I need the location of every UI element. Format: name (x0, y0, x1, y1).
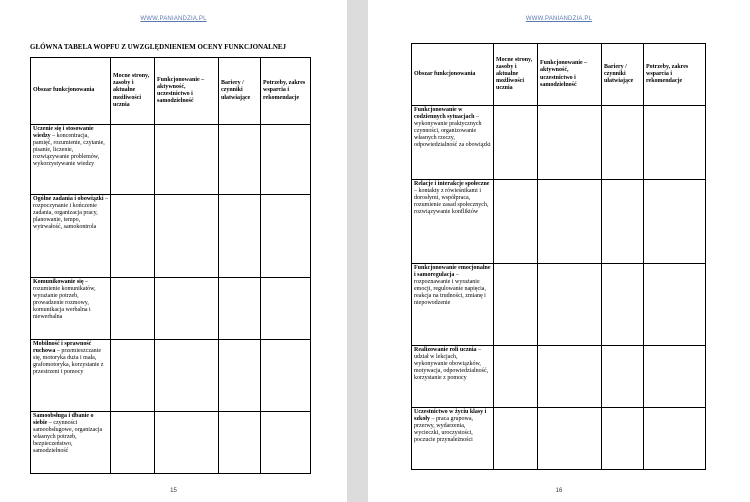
empty-cell[interactable] (155, 278, 219, 340)
empty-cell[interactable] (155, 195, 219, 278)
table-row (412, 346, 706, 408)
table-row (31, 278, 311, 340)
column-header: Mocne strony, zasoby i aktualne możliwości ucznia (111, 58, 155, 125)
empty-cell[interactable] (602, 408, 644, 470)
wopfu-table-left (30, 57, 311, 474)
header-website-link[interactable]: WWW.PANIANDZIA.PL (525, 16, 593, 22)
area-cell (412, 106, 494, 180)
table-row (31, 412, 311, 474)
empty-cell[interactable] (538, 408, 602, 470)
empty-cell[interactable] (644, 264, 706, 346)
header-website-link[interactable]: WWW.PANIANDZIA.PL (140, 16, 207, 22)
wopfu-table-right (411, 43, 706, 470)
empty-cell[interactable] (494, 106, 538, 180)
empty-cell[interactable] (219, 412, 261, 474)
empty-cell[interactable] (111, 340, 155, 412)
area-cell (412, 346, 494, 408)
empty-cell[interactable] (538, 264, 602, 346)
column-header: Obszar funkcjonowania (31, 58, 111, 125)
area-description: – praca grupowa, przerwy, wydarzenia, wycieczki, uroczystości, poczucie przynależności (414, 416, 473, 444)
empty-cell[interactable] (494, 180, 538, 264)
empty-cell[interactable] (111, 278, 155, 340)
area-cell (412, 408, 494, 470)
empty-cell[interactable] (155, 412, 219, 474)
empty-cell[interactable] (155, 125, 219, 195)
area-description: – koncentracja, pamięć, rozumienie, czytanie, pisanie, liczenie, rozwiązywanie problemów, wykorzystywanie wiedzy (33, 133, 105, 168)
area-title: Komunikowanie się (33, 279, 84, 285)
area-description: – wykonywanie praktycznych czynności, organizowanie własnych rzeczy, odpowiedzialność za obowiązki (414, 114, 491, 149)
document-page-left (0, 0, 347, 502)
area-cell (412, 264, 494, 346)
table-row (31, 195, 311, 278)
table-header-row (31, 58, 311, 125)
empty-cell[interactable] (644, 106, 706, 180)
empty-cell[interactable] (261, 278, 311, 340)
empty-cell[interactable] (219, 125, 261, 195)
table-header-row (412, 44, 706, 106)
area-title: Samoobsługa i dbanie o siebie (33, 413, 94, 427)
empty-cell[interactable] (644, 408, 706, 470)
table-row (31, 125, 311, 195)
column-header: Bariery / czynniki ułatwiające (602, 44, 644, 106)
empty-cell[interactable] (261, 195, 311, 278)
area-description: – przemieszczanie się, motoryka duża i mała, grafomotoryka, korzystanie z przestrzeni i pomocy (33, 348, 104, 376)
empty-cell[interactable] (111, 412, 155, 474)
page-number: 16 (555, 488, 563, 494)
empty-cell[interactable] (111, 195, 155, 278)
document-title: GŁÓWNA TABELA WOPFU Z UWZGLĘDNIENIEM OCENY FUNKCJONALNEJ (30, 43, 287, 51)
area-cell (31, 340, 111, 412)
page-number: 15 (170, 488, 177, 494)
area-description: – czynności samoobsługowe, organizacja własnych potrzeb, bezpieczeństwo, samodzielność (33, 420, 103, 455)
area-title: Uczenie się i stosowanie wiedzy (33, 126, 94, 140)
area-description: – rozpoczynanie i kończenie zadania, organizacja pracy, planowanie, tempo, wytrwałość, samokontrola (33, 196, 109, 231)
column-header: Obszar funkcjonowania (412, 44, 494, 106)
area-cell (31, 412, 111, 474)
column-header: Funkcjonowanie – aktywność, uczestnictwo i samodzielność (155, 58, 219, 125)
area-cell (31, 278, 111, 340)
empty-cell[interactable] (155, 340, 219, 412)
empty-cell[interactable] (111, 125, 155, 195)
table-row (31, 340, 311, 412)
column-header: Potrzeby, zakres wsparcia i rekomendacje (261, 58, 311, 125)
column-header: Mocne strony, zasoby i aktualne możliwości ucznia (494, 44, 538, 106)
table-row (412, 106, 706, 180)
empty-cell[interactable] (219, 340, 261, 412)
area-title: Relacje i interakcje społeczne (414, 181, 490, 187)
table-row (412, 408, 706, 470)
empty-cell[interactable] (219, 195, 261, 278)
empty-cell[interactable] (538, 346, 602, 408)
area-description: – rozpoznawanie i wyrażanie emocji, regulowanie napięcia, reakcja na trudności, zmianę i niepowodzenie (414, 272, 486, 307)
area-description: – rozumienie komunikatów, wyrażanie potrzeb, prowadzenie rozmowy, komunikacja werbalna i niewerbalna (33, 279, 96, 321)
empty-cell[interactable] (602, 264, 644, 346)
table-row (412, 180, 706, 264)
empty-cell[interactable] (538, 180, 602, 264)
area-title: Realizowanie roli ucznia (414, 347, 477, 353)
empty-cell[interactable] (261, 412, 311, 474)
empty-cell[interactable] (602, 180, 644, 264)
empty-cell[interactable] (494, 346, 538, 408)
area-description: – kontakty z rówieśnikami i dorosłymi, współpraca, rozumienie zasad społecznych, rozwiązywanie konfliktów (414, 188, 489, 216)
column-header: Bariery / czynniki ułatwiające (219, 58, 261, 125)
empty-cell[interactable] (494, 264, 538, 346)
area-description: – udział w lekcjach, wykonywanie obowiązków, motywacja, odpowiedzialność, korzystanie z pomocy (414, 347, 489, 382)
empty-cell[interactable] (494, 408, 538, 470)
empty-cell[interactable] (538, 106, 602, 180)
empty-cell[interactable] (602, 106, 644, 180)
empty-cell[interactable] (602, 346, 644, 408)
area-title: Funkcjonowanie w codziennych sytuacjach (414, 107, 475, 121)
column-header: Potrzeby, zakres wsparcia i rekomendacje (644, 44, 706, 106)
table-row (412, 264, 706, 346)
area-cell (412, 180, 494, 264)
area-cell (31, 125, 111, 195)
area-title: Funkcjonowanie emocjonalne i samoregulacja (414, 265, 491, 279)
empty-cell[interactable] (219, 278, 261, 340)
empty-cell[interactable] (261, 125, 311, 195)
column-header: Funkcjonowanie – aktywność, uczestnictwo i samodzielność (538, 44, 602, 106)
area-title: Mobilność i sprawność ruchowa (33, 341, 92, 355)
empty-cell[interactable] (644, 180, 706, 264)
document-page-right (368, 0, 750, 502)
area-title: Ogólne zadania i obowiązki (33, 196, 104, 202)
area-title: Uczestnictwo w życiu klasy i szkoły (414, 409, 487, 423)
area-cell (31, 195, 111, 278)
empty-cell[interactable] (261, 340, 311, 412)
empty-cell[interactable] (644, 346, 706, 408)
